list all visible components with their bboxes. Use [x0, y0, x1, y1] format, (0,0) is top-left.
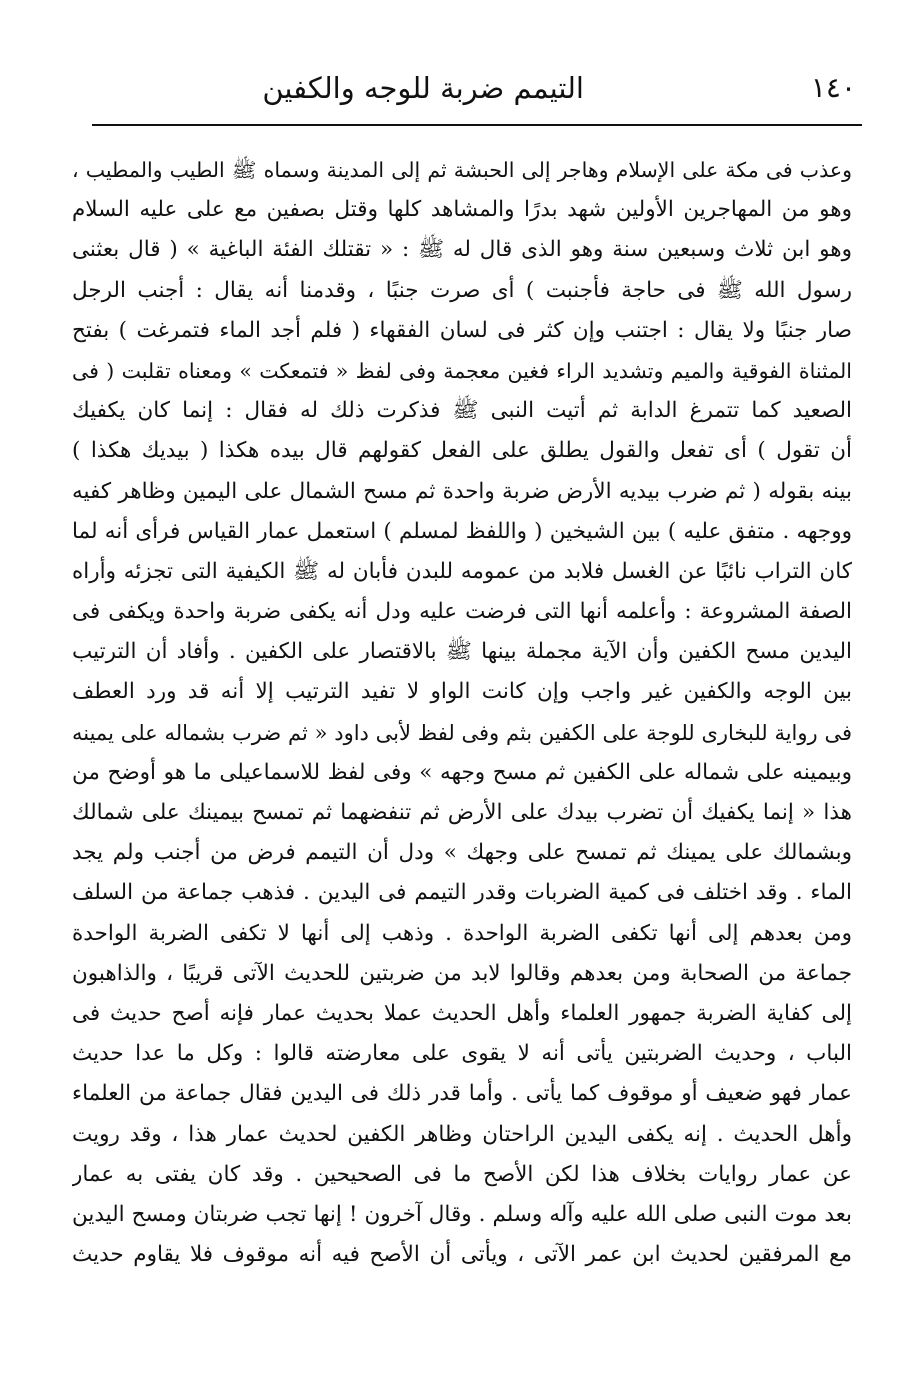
text-line: الصفة المشروعة : وأعلمه أنها التى فرضت عليه ودل أنه يكفى ضربة واحدة ويكفى فى [72, 599, 852, 625]
text-line: المثناة الفوقية والميم وتشديد الراء فغين معجمة وفى لفظ « فتمعكت » ومعناه تقلبت ( فى [72, 358, 852, 383]
text-line: وبيمينه على شماله على الكفين ثم مسح وجهه » وفى لفظ للاسماعيلى ما هو أوضح من [72, 759, 852, 785]
text-line: كان التراب نائبًا عن الغسل فلابد من عمومه للبدن فأبان له ﷺ الكيفية التى تجزئه وأراه [72, 558, 852, 584]
text-line: مع المرفقين لحديث ابن عمر الآتى ، ويأتى أن الأصح فيه أنه موقوف فلا يقاوم حديث [72, 1242, 852, 1268]
running-title: التيمم ضربة للوجه والكفين [262, 71, 584, 105]
text-line: أن تقول ) أى تفعل والقول يطلق على الفعل كقولهم قال بيده هكذا ( بيديك هكذا ) [72, 438, 852, 464]
text-line: صار جنبًا ولا يقال : اجتنب وإن كثر فى لسان الفقهاء ( فلم أجد الماء فتمرغت ) بفتح [72, 317, 852, 343]
text-line: وبشمالك على يمينك ثم تمسح على وجهك » ودل أن التيمم فرض من أجنب ولم يجد [72, 840, 852, 866]
page-number: ١٤٠ [810, 71, 856, 104]
text-line: وعذب فى مكة على الإسلام وهاجر إلى الحبشة ثم إلى المدينة وسماه ﷺ الطيب والمطيب ، [72, 158, 852, 182]
text-line: عن عمار روايات بخلاف هذا لكن الأصح ما فى الصحيحين . وقد كان يفتى به عمار [72, 1161, 852, 1187]
text-line: ووجهه . متفق عليه ) بين الشيخين ( واللفظ لمسلم ) استعمل عمار القياس فرأى أنه لما [72, 518, 852, 544]
text-line: الباب ، وحديث الضربتين يأتى أنه لا يقوى على معارضته قالوا : وكل ما عدا حديث [72, 1041, 852, 1067]
page-header [92, 58, 862, 118]
text-line: إلى كفاية الضربة جمهور العلماء وأهل الحديث عملا بحديث عمار فإنه أصح حديث فى [72, 1000, 852, 1026]
text-line: الماء . وقد اختلف فى كمية الضربات وقدر التيمم فى اليدين . فذهب جماعة من السلف [72, 880, 852, 906]
text-line: عمار فهو ضعيف أو موقوف كما يأتى . وأما قدر ذلك فى اليدين فقال جماعة من العلماء [72, 1081, 852, 1107]
header-divider [92, 124, 862, 126]
text-line: بعد موت النبى صلى الله عليه وآله وسلم . وقال آخرون ! إنها تجب ضربتان ومسح اليدين [72, 1201, 852, 1227]
body-text [72, 150, 852, 1275]
text-line: وأهل الحديث . إنه يكفى اليدين الراحتان وظاهر الكفين لحديث عمار هذا ، وقد رويت [72, 1121, 852, 1147]
text-line: ومن بعدهم إلى أنها تكفى الضربة الواحدة . وذهب إلى أنها لا تكفى الضربة الواحدة [72, 920, 852, 946]
text-line: جماعة من الصحابة ومن بعدهم وقالوا لابد من ضربتين للحديث الآتى قريبًا ، والذاهبون [72, 960, 852, 986]
text-line: فى رواية للبخارى للوجة على الكفين بثم وفى لفظ لأبى داود « ثم ضرب بشماله على يمينه [72, 720, 852, 745]
text-line: وهو من المهاجرين الأولين شهد بدرًا والمشاهد كلها وقتل بصفين مع على عليه السلام [72, 197, 852, 223]
text-line: اليدين مسح الكفين وأن الآية مجملة بينها ﷺ بالاقتصار على الكفين . وأفاد أن الترتيب [72, 639, 852, 665]
text-line: وهو ابن ثلاث وسبعين سنة وهو الذى قال له ﷺ : « تقتلك الفئة الباغية » ( قال بعثنى [72, 237, 852, 263]
text-line: الصعيد كما تتمرغ الدابة ثم أتيت النبى ﷺ فذكرت ذلك له فقال : إنما كان يكفيك [72, 398, 852, 424]
text-line: رسول الله ﷺ فى حاجة فأجنبت ) أى صرت جنبًا ، وقدمنا أنه يقال : أجنب الرجل [72, 277, 852, 303]
text-line: بين الوجه والكفين غير واجب وإن كانت الواو لا تفيد الترتيب إلا أنه قد ورد العطف [72, 679, 852, 705]
text-line: بينه بقوله ( ثم ضرب بيديه الأرض ضربة واحدة ثم مسح الشمال على اليمين وظاهر كفيه [72, 478, 852, 504]
text-line: هذا « إنما يكفيك أن تضرب بيدك على الأرض ثم تنفضهما ثم تمسح بيمينك على شمالك [72, 800, 852, 825]
